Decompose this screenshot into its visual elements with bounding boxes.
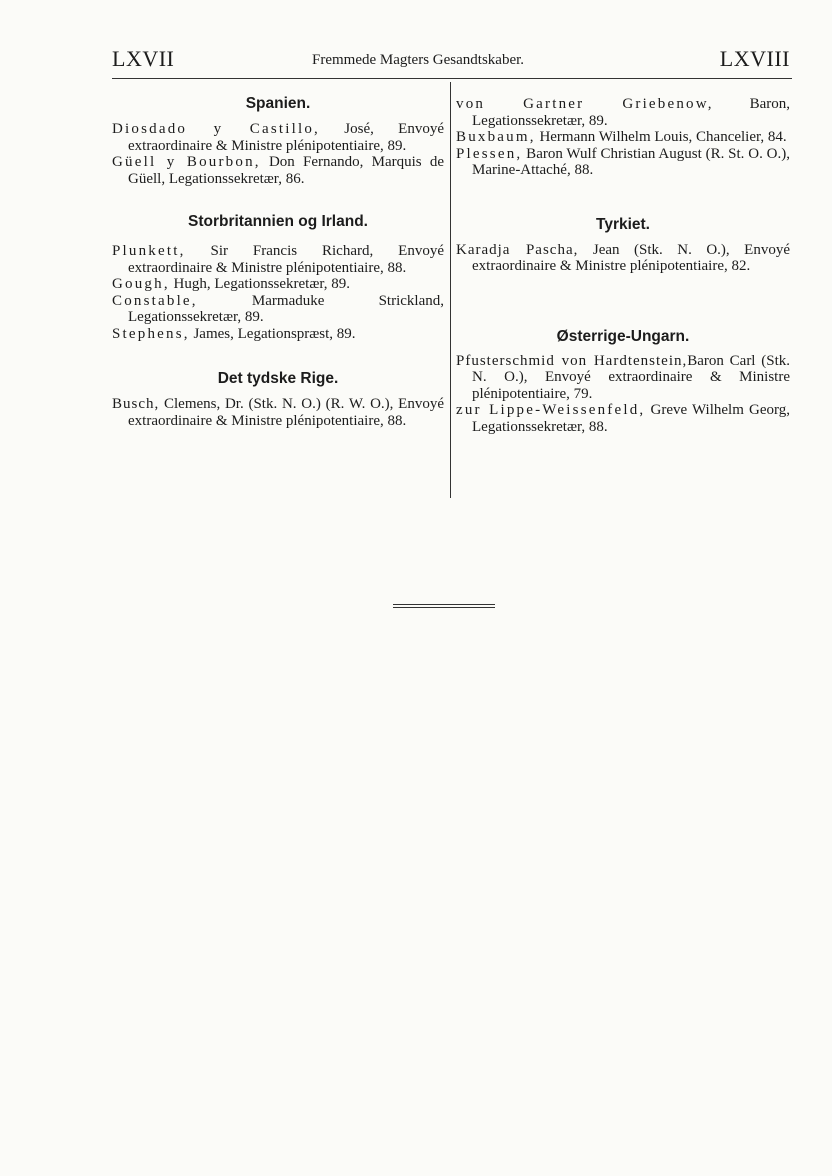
entry: [456, 402, 790, 435]
entry-name: Buxbaum,: [456, 129, 536, 145]
entry-text: Don Fernando, Marquis de Güell, Legationssekretær, 86.: [128, 154, 444, 187]
entry-name: von Gartner Griebenow,: [456, 96, 714, 112]
header-rule: [112, 78, 792, 79]
entry-name: Diosdado y Castillo,: [112, 121, 321, 137]
entry: [456, 96, 790, 129]
end-rule-bottom: [393, 607, 495, 608]
entry-name: Karadja Pascha,: [456, 241, 579, 258]
running-title: Fremmede Magters Gesandtskaber.: [312, 52, 525, 68]
entry-text: José, Envoyé extraordinaire & Ministre plénipotentiaire, 89.: [128, 121, 445, 154]
section-storbritannien: [112, 212, 444, 342]
section-spanien: [112, 94, 444, 187]
entry-text: Baron, Legationssekretær, 89.: [472, 96, 790, 129]
entry-text: Hugh, Legationssekretær, 89.: [169, 276, 350, 292]
entry: [456, 129, 790, 146]
section-title: Spanien.: [245, 95, 311, 112]
entry-name: Constable,: [112, 292, 198, 309]
section-det-tydske-rige: [112, 369, 444, 429]
entry-name: Stephens,: [112, 325, 190, 342]
entry: [456, 242, 790, 275]
entry-name: Güell y Bourbon,: [112, 154, 261, 170]
section-title: Det tydske Rige.: [217, 370, 339, 387]
entry: [112, 121, 444, 154]
continued-entries: [456, 96, 790, 179]
left-page-number: LXVII: [112, 46, 175, 71]
entry-name: Pfusterschmid von Hardtenstein,: [456, 352, 688, 369]
entry-text: Sir Francis Richard, Envoyé extraordinaire & Ministre plénipotentiaire, 88.: [128, 243, 444, 276]
right-page-number: LXVIII: [719, 46, 790, 71]
entry: [112, 293, 444, 326]
section-title: Tyrkiet.: [596, 215, 650, 233]
entry: [112, 396, 444, 429]
entry: [112, 276, 444, 293]
entry-text: Hermann Wilhelm Louis, Chancelier, 84.: [535, 129, 787, 145]
entry-text: Baron Carl (Stk. N. O.), Envoyé extraordinaire & Ministre plénipotentiaire, 79.: [472, 352, 790, 402]
entry-name: Plessen,: [456, 145, 523, 162]
section-title: Storbritannien og Irland.: [188, 213, 368, 230]
entry-name: Gough,: [112, 276, 170, 292]
entry: [112, 154, 444, 187]
entry: [112, 326, 444, 343]
entry-text: Marmaduke Strickland, Legationssekretær, 89.: [128, 292, 444, 325]
entry-name: Plunkett,: [112, 243, 186, 259]
right-column: [456, 82, 790, 435]
left-column: [112, 82, 444, 429]
column-divider: [450, 82, 451, 498]
entry: [456, 353, 790, 403]
end-rule-top: [393, 604, 495, 605]
entry: [112, 243, 444, 276]
entry-text: Baron Wulf Christian August (R. St. O. O.), Marine-Attaché, 88.: [472, 145, 790, 178]
section-osterrige-ungarn: [456, 327, 790, 436]
entry-text: James, Legationspræst, 89.: [189, 325, 356, 342]
section-title: Østerrige-Ungarn.: [556, 327, 690, 345]
entry: [456, 146, 790, 179]
entry-text: Jean (Stk. N. O.), Envoyé extraordinaire & Ministre plénipotentiaire, 82.: [472, 241, 791, 274]
entry-text: Greve Wilhelm Georg, Legationssekretær, 88.: [472, 402, 790, 435]
entry-name: Busch,: [112, 396, 160, 412]
section-tyrkiet: [456, 215, 790, 275]
entry-name: zur Lippe-Weissenfeld,: [456, 402, 646, 418]
entry-text: Clemens, Dr. (Stk. N. O.) (R. W. O.), Envoyé extraordinaire & Ministre plénipotentiaire, 88.: [128, 396, 444, 429]
page-header: [112, 46, 792, 76]
